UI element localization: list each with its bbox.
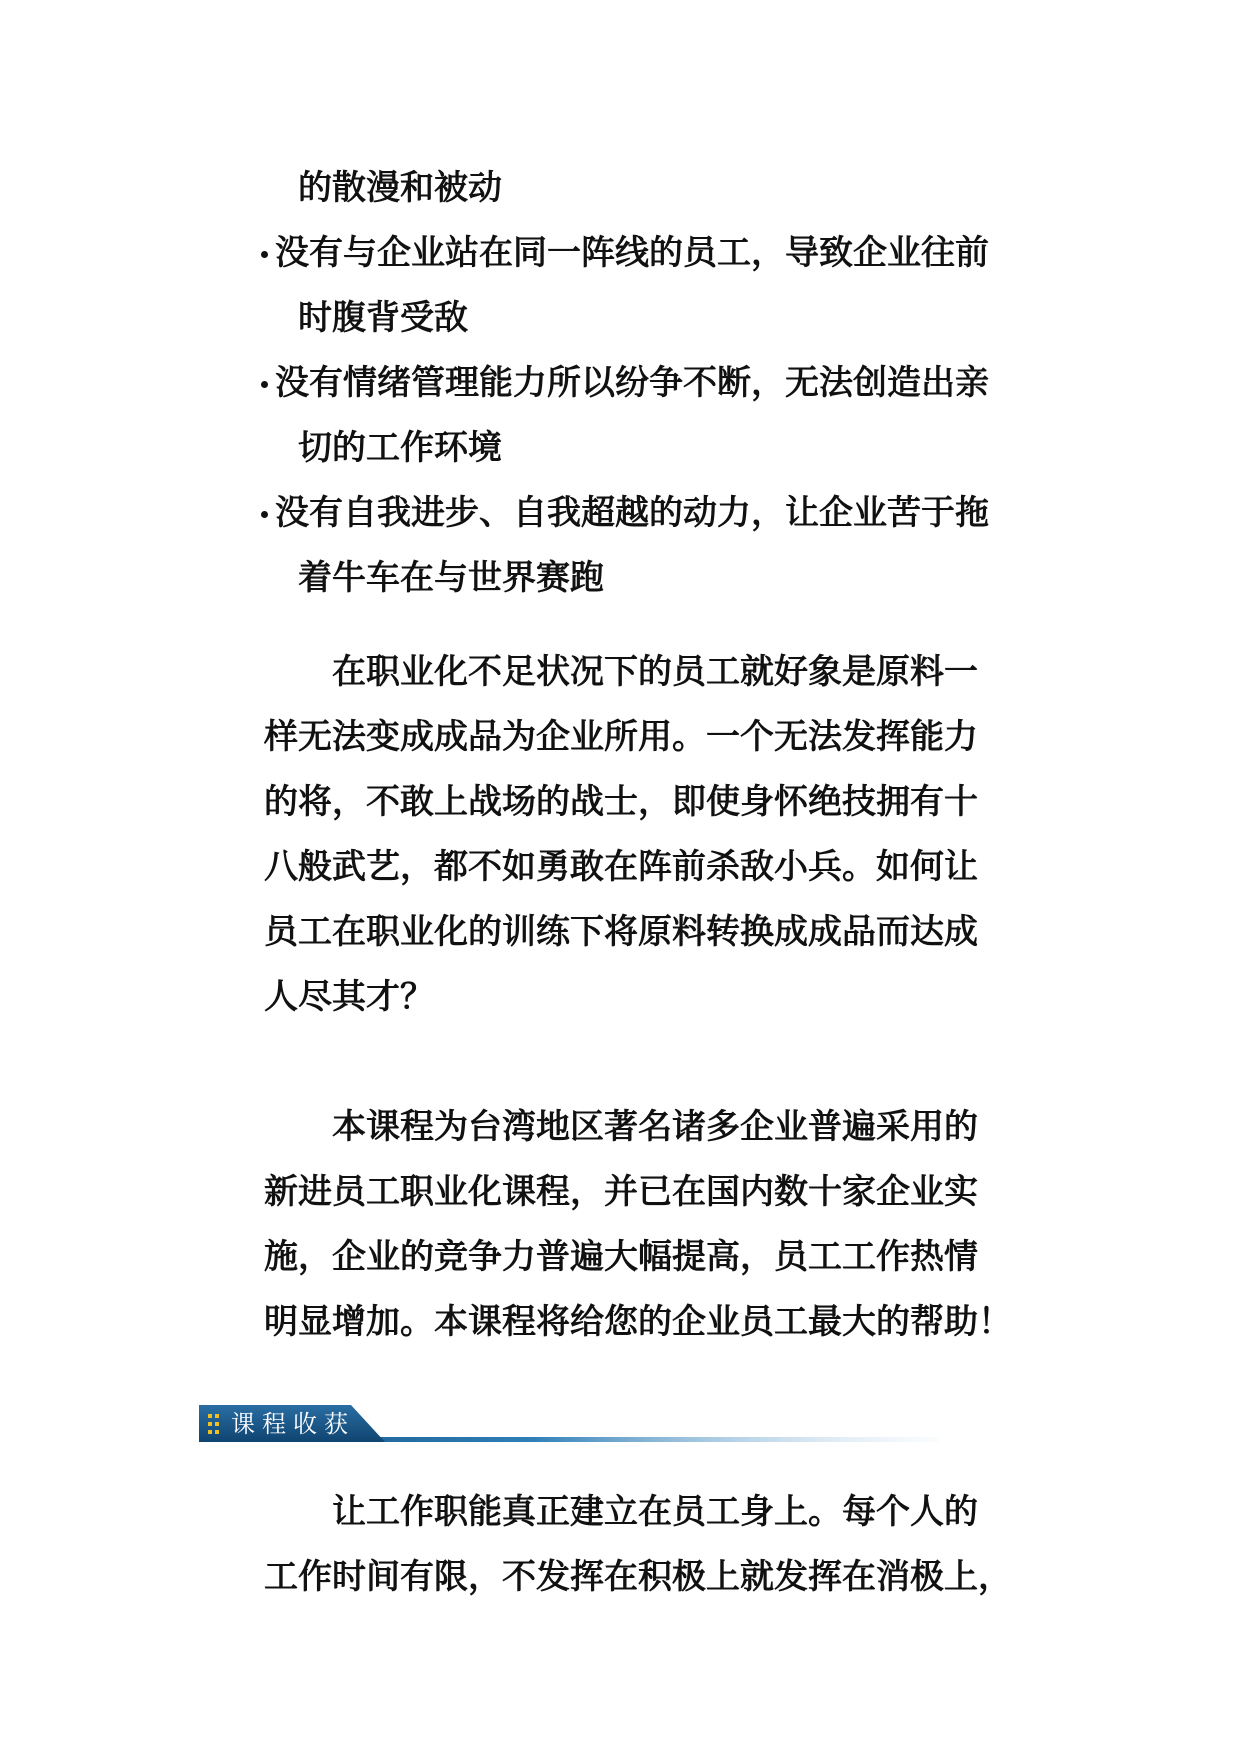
bullet-item-line: 没有情绪管理能力所以纷争不断，无法创造出亲 [275, 363, 989, 403]
paragraph-line: 在职业化不足状况下的员工就好象是原料一 [332, 652, 978, 692]
bullet-item-line: 没有自我进步、自我超越的动力，让企业苦于拖 [275, 493, 989, 533]
bullet-dot-icon [261, 511, 268, 518]
paragraph-line: 样无法变成成品为企业所用。一个无法发挥能力 [264, 717, 978, 757]
bullet-continuation-line: 切的工作环境 [298, 428, 502, 468]
bullet-item-line: 没有与企业站在同一阵线的员工，导致企业往前 [275, 233, 989, 273]
paragraph-line: 本课程为台湾地区著名诸多企业普遍采用的 [332, 1107, 978, 1147]
bullet-dot-icon [261, 251, 268, 258]
paragraph-line: 八般武艺，都不如勇敢在阵前杀敌小兵。如何让 [264, 847, 978, 887]
grip-icon [208, 1414, 220, 1434]
paragraph-line: 工作时间有限，不发挥在积极上就发挥在消极上， [264, 1557, 1012, 1597]
paragraph-line: 新进员工职业化课程，并已在国内数十家企业实 [264, 1172, 978, 1212]
paragraph-line: 员工在职业化的训练下将原料转换成成品而达成 [264, 912, 978, 952]
bullet-continuation-line: 的散漫和被动 [298, 168, 502, 208]
paragraph-line: 人尽其才？ [264, 977, 434, 1017]
paragraph-line: 的将，不敢上战场的战士，即使身怀绝技拥有十 [264, 782, 978, 822]
section-header-course-benefits [199, 1405, 939, 1443]
bullet-dot-icon [261, 381, 268, 388]
paragraph-line: 施，企业的竞争力普遍大幅提高，员工工作热情 [264, 1237, 978, 1277]
bullet-continuation-line: 着牛车在与世界赛跑 [298, 558, 604, 598]
paragraph-line: 明显增加。本课程将给您的企业员工最大的帮助！ [264, 1302, 1012, 1342]
section-title: 课程收获 [231, 1410, 355, 1438]
bullet-continuation-line: 时腹背受敌 [298, 298, 468, 338]
paragraph-line: 让工作职能真正建立在员工身上。每个人的 [332, 1492, 978, 1532]
